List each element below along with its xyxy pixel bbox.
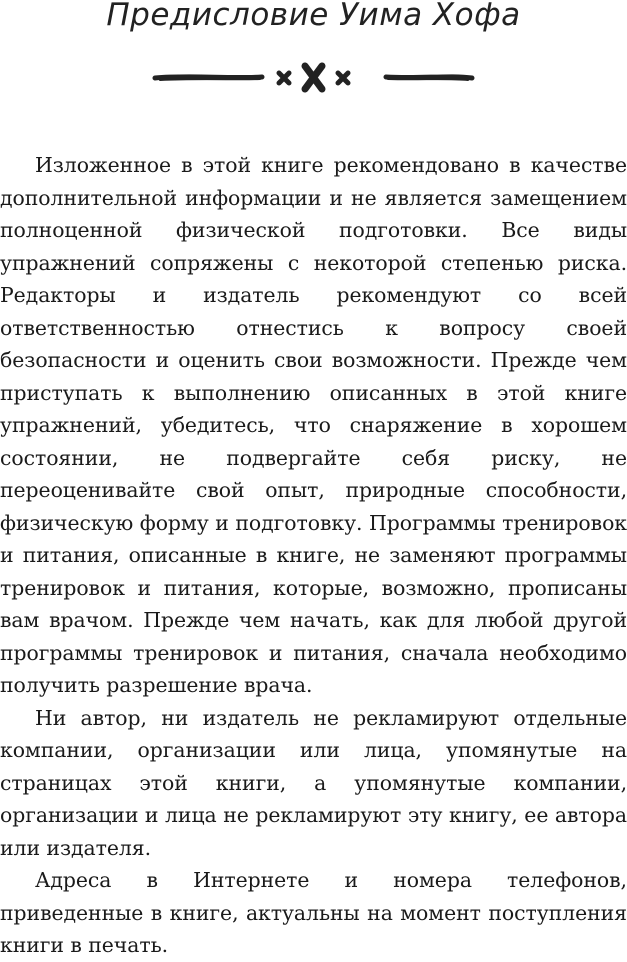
paragraph-2: Ни автор, ни издатель не рекламируют отдельные компании, организации или лица, упомянутые на страницах этой книги, а упомянутые компании, организации и лица не рекламируют эту книгу, ее автора или издателя. (0, 705, 627, 860)
paragraph-1: Изложенное в этой книге рекомендовано в качестве дополнительной информации и не является замещением полноценной физической подготовки. Все виды упражнений сопряжены с некоторой степенью риска. Редакторы и издатель рекомендуют со всей ответственностью отнестись к вопросу своей безопасности и оценить свои возможности. Прежде чем приступать к выполнению описанных в этой книге упражнений, убедитесь, что снаряжение в хорошем состоянии, не подвергайте себя риску, не переоценивайте свой опыт, природные способности, физическую форму и подготовку. Программы тренировок и питания, описанные в книге, не заменяют программы тренировок и питания, которые, возможно, прописаны вам врачом. Прежде чем начать, как для любой другой программы тренировок и питания, сначала необходимо получить разрешение врача. (0, 153, 627, 697)
cross-flourish-divider-icon (150, 58, 477, 98)
body-text (0, 149, 627, 962)
paragraph-3: Адреса в Интернете и номера телефонов, приведенные в книге, актуальны на момент поступления книги в печать. (0, 868, 627, 957)
page-heading: Предисловие Уима Хофа (106, 0, 521, 33)
